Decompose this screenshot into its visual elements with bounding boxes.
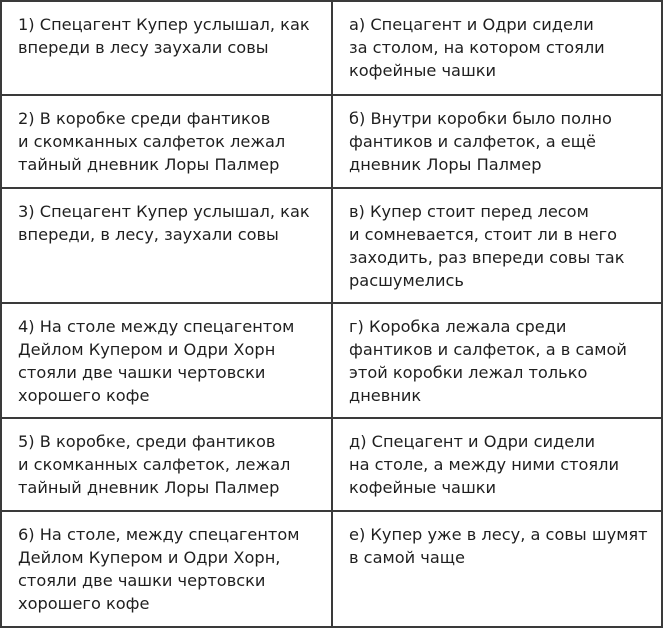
right-cell-g: г) Коробка лежала среди фантиков и салфеток, а в самой этой коробки лежал только дневник [332, 303, 662, 418]
right-cell-e: е) Купер уже в лесу, а совы шумят в самой чаще [332, 511, 662, 627]
right-cell-d: д) Спецагент и Одри сидели на столе, а между ними стояли кофейные чашки [332, 418, 662, 511]
table-row [1, 188, 662, 303]
table-row [1, 511, 662, 627]
left-cell-6: 6) На столе, между спецагентом Дейлом Купером и Одри Хорн, стояли две чашки чертовски хорошего кофе [1, 511, 332, 627]
left-cell-2: 2) В коробке среди фантиков и скомканных салфеток лежал тайный дневник Лоры Палмер [1, 95, 332, 188]
left-cell-3: 3) Спецагент Купер услышал, как впереди, в лесу, заухали совы [1, 188, 332, 303]
table-row [1, 1, 662, 95]
table-row [1, 303, 662, 418]
right-cell-a: а) Спецагент и Одри сидели за столом, на котором стояли кофейные чашки [332, 1, 662, 95]
table-row [1, 418, 662, 511]
left-cell-4: 4) На столе между спецагентом Дейлом Купером и Одри Хорн стояли две чашки чертовски хорошего кофе [1, 303, 332, 418]
table-row [1, 95, 662, 188]
right-cell-b: б) Внутри коробки было полно фантиков и салфеток, а ещё дневник Лоры Палмер [332, 95, 662, 188]
right-cell-v: в) Купер стоит перед лесом и сомневается, стоит ли в него заходить, раз впереди совы так расшумелись [332, 188, 662, 303]
left-cell-1: 1) Спецагент Купер услышал, как впереди в лесу заухали совы [1, 1, 332, 95]
left-cell-5: 5) В коробке, среди фантиков и скомканных салфеток, лежал тайный дневник Лоры Палмер [1, 418, 332, 511]
